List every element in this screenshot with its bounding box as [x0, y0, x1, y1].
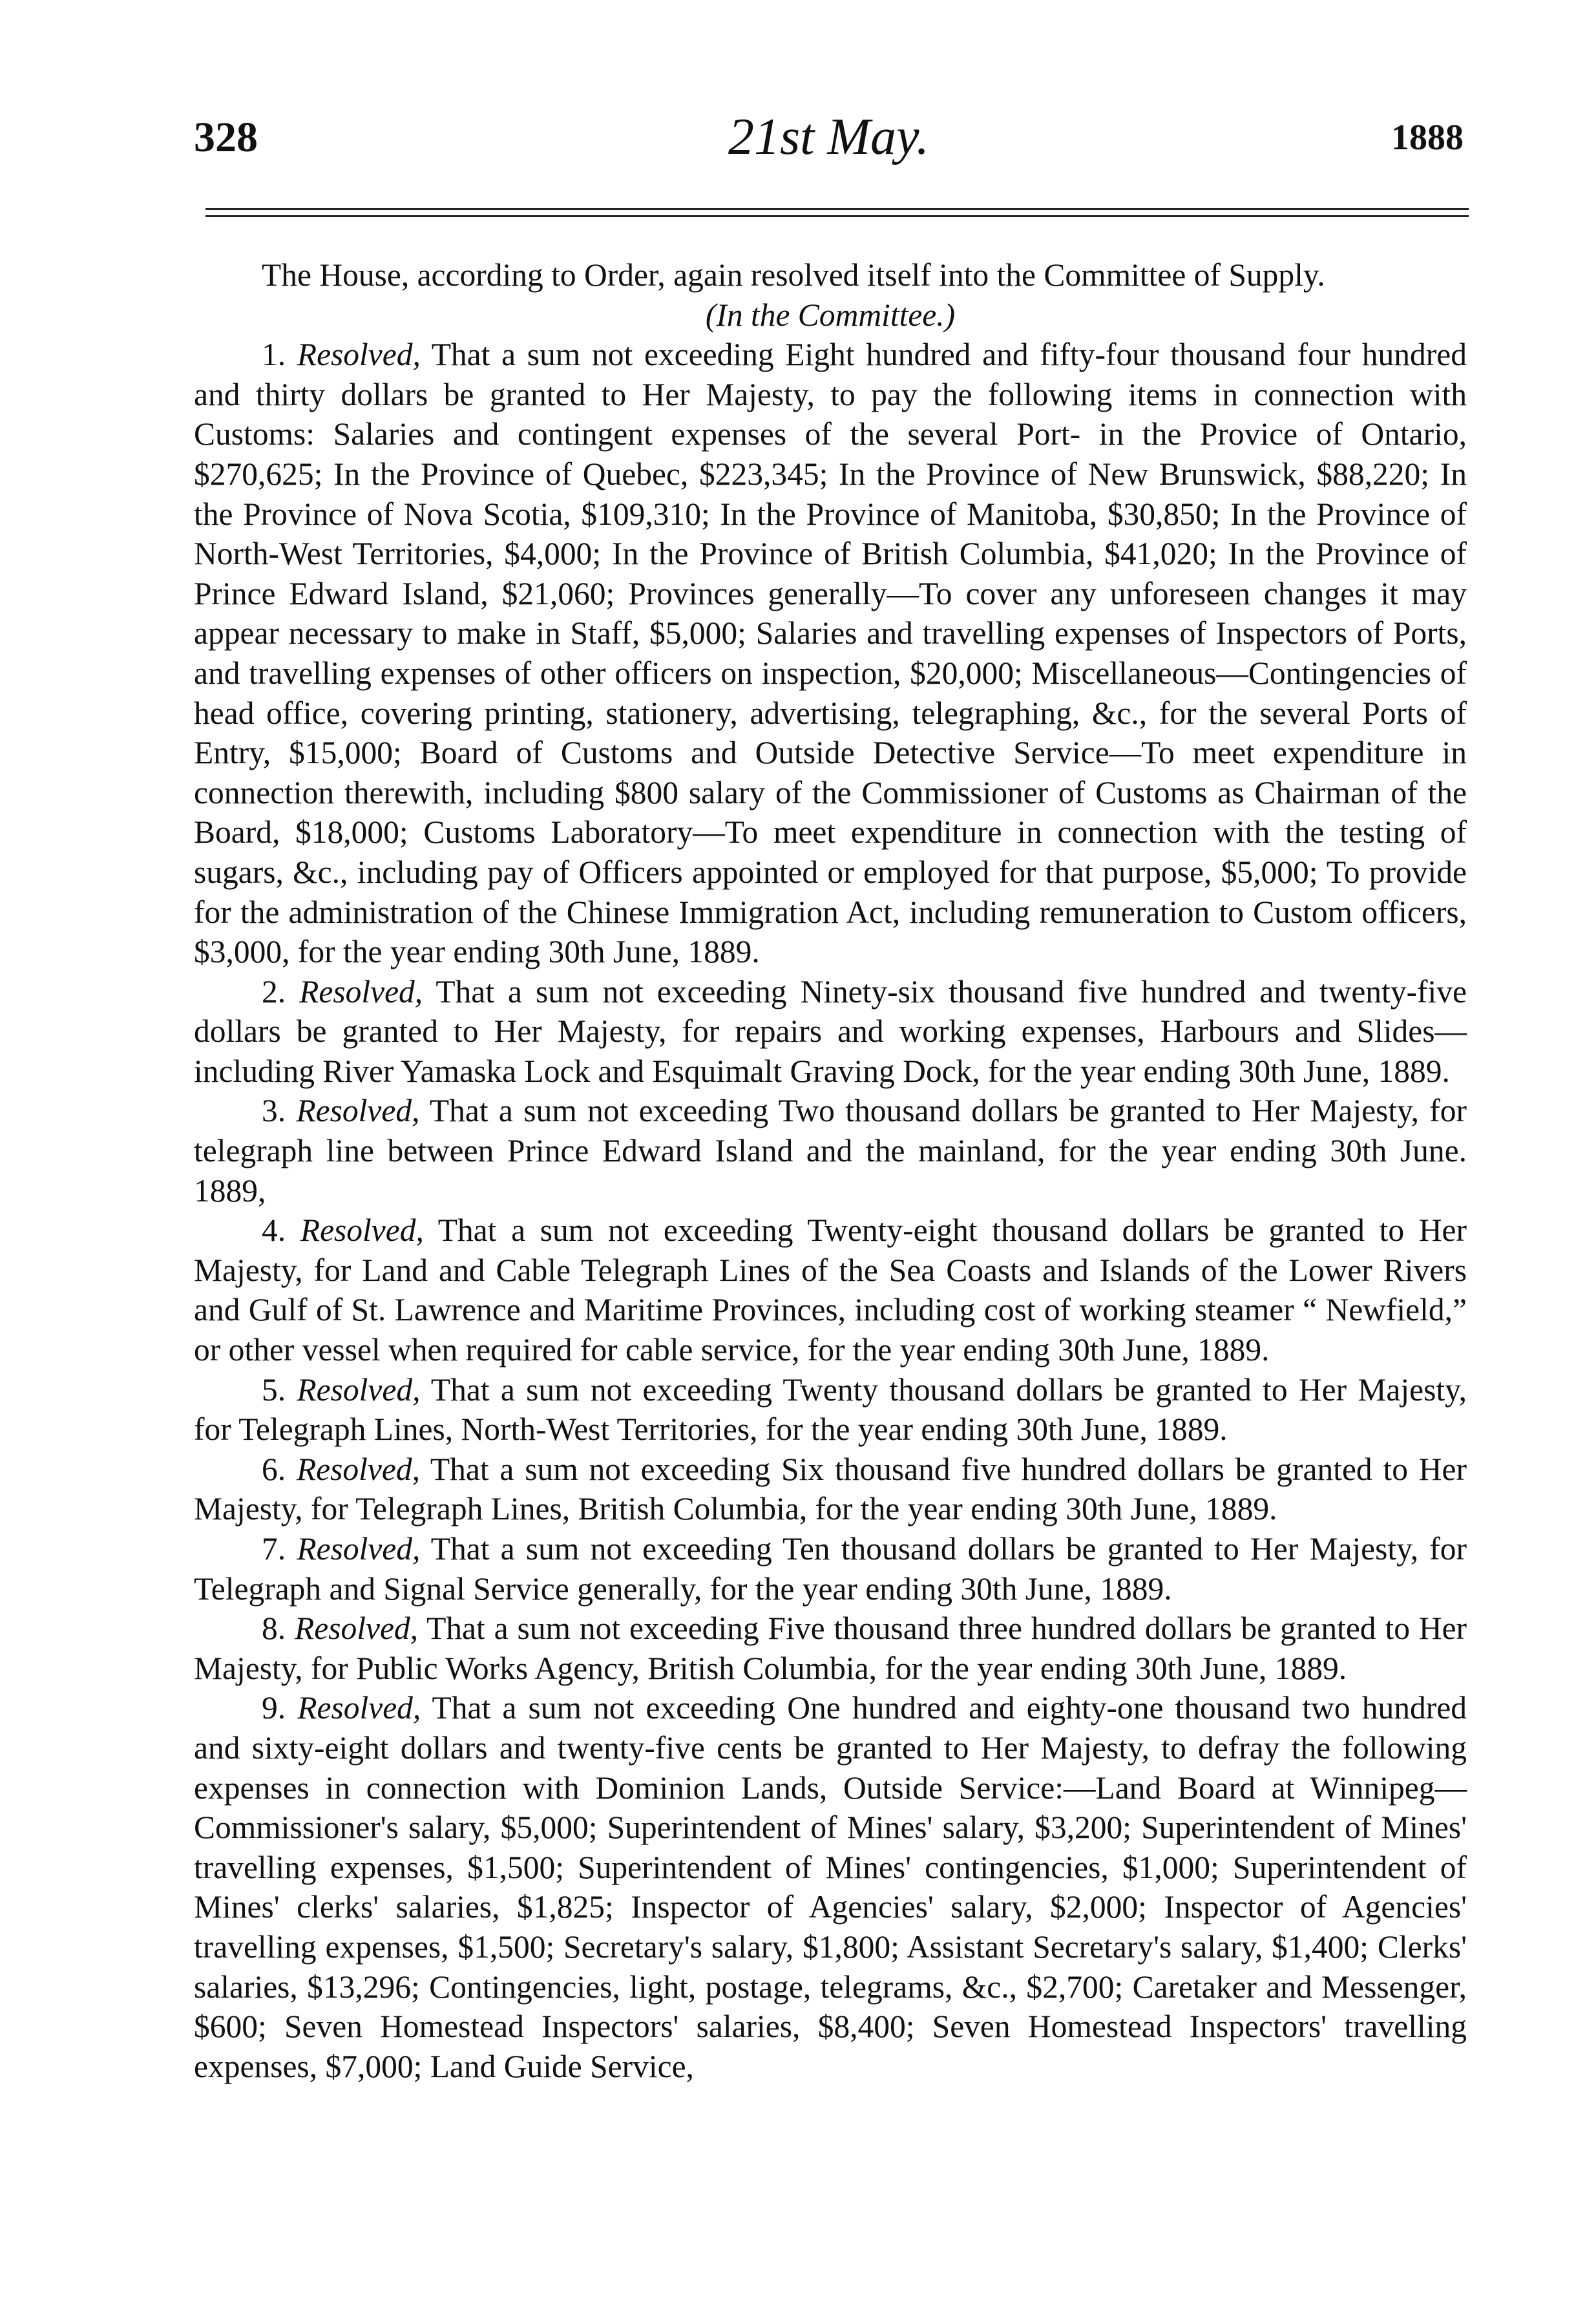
journal-body — [194, 255, 1467, 2086]
resolution-number: 8. — [262, 1610, 286, 1647]
opening-paragraph: The House, according to Order, again resolved itself into the Committee of Supply. — [262, 257, 1325, 293]
resolution-2 — [194, 972, 1467, 1092]
resolution-number: 2. — [262, 973, 286, 1009]
resolution-5 — [194, 1370, 1467, 1450]
resolved-label: Resolved, — [300, 1212, 424, 1249]
resolution-text: That a sum not exceeding Six thousand five hundred dollars be granted to Her Majesty, for Telegraph Lines, British Columbia, for the year ending 30th June, 1889. — [194, 1451, 1467, 1527]
resolved-label: Resolved, — [297, 1371, 421, 1408]
resolution-9 — [194, 1688, 1467, 2086]
header-rule-top — [205, 208, 1469, 210]
resolved-label: Resolved, — [297, 1690, 421, 1726]
resolution-number: 1. — [262, 337, 286, 373]
resolved-label: Resolved, — [296, 1093, 420, 1129]
resolved-label: Resolved, — [295, 1610, 419, 1647]
resolved-label: Resolved, — [297, 337, 421, 373]
header-year: 1888 — [1391, 118, 1464, 158]
resolution-text: That a sum not exceeding Ten thousand dollars be granted to Her Majesty, for Telegraph and Signal Service generally, for the year ending 30th June, 1889. — [194, 1531, 1467, 1607]
resolution-4 — [194, 1210, 1467, 1369]
resolution-number: 5. — [262, 1371, 286, 1408]
resolution-text: That a sum not exceeding Two thousand dollars be granted to Her Majesty, for telegraph line between Prince Edward Island and the mainland, for the year ending 30th June. 1889, — [194, 1093, 1467, 1209]
resolution-1 — [194, 335, 1467, 972]
resolved-label: Resolved, — [296, 1451, 420, 1487]
resolution-number: 7. — [262, 1531, 286, 1567]
resolution-text: That a sum not exceeding Ninety-six thousand five hundred and twenty-five dollars be granted to Her Majesty, for repairs and working expenses, Harbours and Slides—including River Yamaska Lock and Esquimalt Graving Dock, for the year ending 30th June, 1889. — [194, 973, 1467, 1089]
committee-note: (In the Committee.) — [705, 297, 956, 333]
page-header — [194, 109, 1464, 171]
header-rule-bottom — [205, 215, 1469, 217]
resolution-number: 6. — [262, 1451, 286, 1487]
resolution-3 — [194, 1091, 1467, 1210]
resolution-text: That a sum not exceeding Twenty thousand dollars be granted to Her Majesty, for Telegraph Lines, North-West Territories, for the year ending 30th June, 1889. — [194, 1371, 1467, 1448]
resolution-text: That a sum not exceeding Eight hundred and fifty-four thousand four hundred and thirty dollars be granted to Her Majesty, to pay the following items in connection with Customs: Salaries and contingent expenses of the several Port- in the Provice of Ontario, $270,625; In the Province of Quebec, $223,345; In the Province of New Brunswick, $88,220; In the Province of Nova Scotia, $109,310; In the Province of Manitoba, $30,850; In the Province of North-West Territories, $4,000; In the Province of British Columbia, $41,020; In the Province of Prince Edward Island, $21,060; Provinces generally—To cover any unforeseen changes it may appear necessary to make in Staff, $5,000; Salaries and travelling expenses of Inspectors of Ports, and travelling expenses of other officers on inspection, $20,000; Miscellaneous—Contingencies of head office, covering printing, stationery, advertising, telegraphing, &c., for the several Ports of Entry, $15,000; Board of Customs and Outside Detective Service—To meet expenditure in connection therewith, including $800 salary of the Commissioner of Customs as Chairman of the Board, $18,000; Customs Laboratory—To meet expenditure in connection with the testing of sugars, &c., including pay of Officers appointed or employed for that purpose, $5,000; To provide for the administration of the Chinese Immigration Act, including remuneration to Custom officers, $3,000, for the year ending 30th June, 1889. — [194, 337, 1467, 970]
resolution-7 — [194, 1529, 1467, 1609]
resolution-number: 4. — [262, 1212, 286, 1249]
resolved-label: Resolved, — [299, 973, 423, 1009]
header-date: 21st May. — [728, 109, 930, 165]
resolved-label: Resolved, — [297, 1531, 421, 1567]
resolution-number: 3. — [262, 1093, 286, 1129]
page-number: 328 — [194, 114, 258, 161]
resolution-8 — [194, 1609, 1467, 1688]
resolution-number: 9. — [262, 1690, 286, 1726]
resolution-text: That a sum not exceeding Twenty-eight thousand dollars be granted to Her Majesty, for Land and Cable Telegraph Lines of the Sea Coasts and Islands of the Lower Rivers and Gulf of St. Lawrence and Maritime Provinces, including cost of working steamer “ Newfield,” or other vessel when required for cable service, for the year ending 30th June, 1889. — [194, 1212, 1467, 1368]
resolution-text: That a sum not exceeding One hundred and eighty-one thousand two hundred and sixty-eight dollars and twenty-five cents be granted to Her Majesty, to defray the following expenses in connection with Dominion Lands, Outside Service:—Land Board at Winnipeg—Commissioner's salary, $5,000; Superintendent of Mines' salary, $3,200; Superintendent of Mines' travelling expenses, $1,500; Superintendent of Mines' contingencies, $1,000; Superintendent of Mines' clerks' salaries, $1,825; Inspector of Agencies' salary, $2,000; Inspector of Agencies' travelling expenses, $1,500; Secretary's salary, $1,800; Assistant Secretary's salary, $1,400; Clerks' salaries, $13,296; Contingencies, light, postage, telegrams, &c., $2,700; Caretaker and Messenger, $600; Seven Homestead Inspectors' salaries, $8,400; Seven Homestead Inspectors' travelling expenses, $7,000; Land Guide Service, — [194, 1690, 1467, 2084]
resolution-6 — [194, 1450, 1467, 1529]
resolution-text: That a sum not exceeding Five thousand three hundred dollars be granted to Her Majesty, for Public Works Agency, British Columbia, for the year ending 30th June, 1889. — [194, 1610, 1467, 1686]
